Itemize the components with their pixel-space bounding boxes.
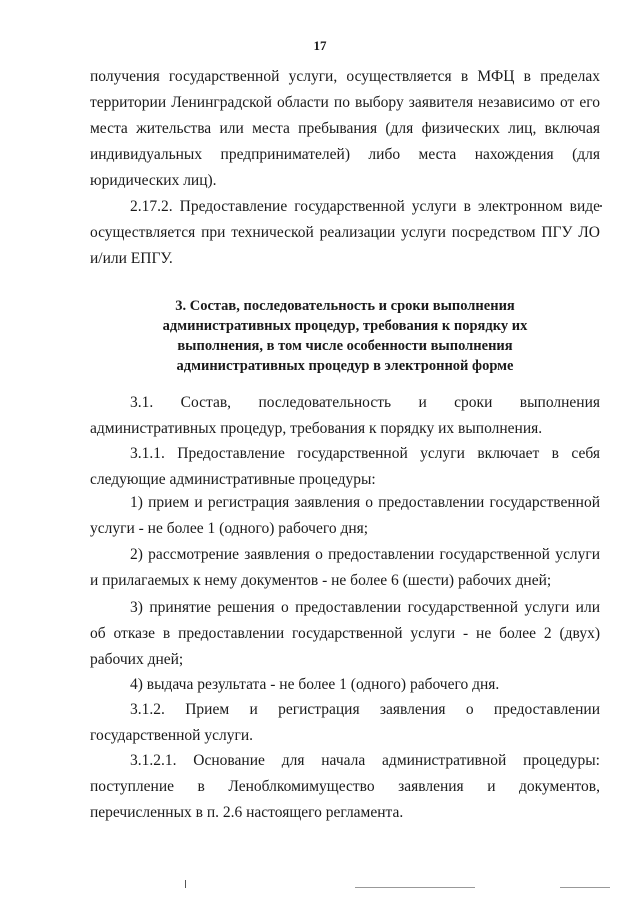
- heading-line: административных процедур, требования к порядку их: [162, 318, 528, 334]
- text-line: 1) прием и регистрация заявления о предоставлении государственной: [130, 494, 600, 511]
- paragraph-2-17-2: [90, 194, 600, 272]
- text-line: места жительства или места пребывания (для физических лиц, включая: [90, 120, 600, 137]
- list-item-2: [90, 542, 600, 594]
- text-line: перечисленных в п. 2.6 настоящего регламента.: [90, 804, 404, 821]
- paragraph-3-1-1: [90, 441, 600, 493]
- text-line: 3.1. Состав, последовательность и сроки выполнения: [130, 394, 600, 411]
- list-item-4: [90, 672, 600, 698]
- text-line: услуги - не более 1 (одного) рабочего дня;: [90, 520, 369, 537]
- text-line: территории Ленинградской области по выбору заявителя независимо от его: [90, 94, 600, 111]
- text-line: следующие административные процедуры:: [90, 471, 376, 488]
- scan-speck: [600, 205, 602, 207]
- text-line: 3.1.2.1. Основание для начала административной процедуры:: [130, 752, 600, 769]
- text-line: 3.1.2. Прием и регистрация заявления о предоставлении: [130, 701, 600, 718]
- text-line: и/или ЕПГУ.: [90, 250, 173, 267]
- scan-edge-mark: [560, 887, 610, 888]
- list-item-1: [90, 490, 600, 542]
- paragraph-3-1: [90, 390, 600, 442]
- scan-speck: [185, 880, 186, 888]
- text-line: получения государственной услуги, осуществляется в МФЦ в пределах: [90, 68, 600, 85]
- text-line: 3) принятие решения о предоставлении государственной услуги или: [130, 599, 600, 616]
- heading-line: административных процедур в электронной форме: [176, 358, 514, 374]
- scan-edge-mark: [355, 887, 475, 888]
- text-line: 2) рассмотрение заявления о предоставлении государственной услуги: [130, 546, 600, 563]
- text-line: административных процедур, требования к порядку их выполнения.: [90, 420, 543, 437]
- paragraph-3-1-2: [90, 697, 600, 749]
- text-line: 4) выдача результата - не более 1 (одного) рабочего дня.: [130, 676, 500, 693]
- text-line: рабочих дней;: [90, 651, 184, 668]
- text-line: юридических лиц).: [90, 172, 217, 189]
- text-line: об отказе в предоставлении государственной услуги - не более 2 (двух): [90, 625, 600, 642]
- heading-line: 3. Состав, последовательность и сроки выполнения: [175, 298, 515, 314]
- list-item-3: [90, 595, 600, 673]
- text-line: 2.17.2. Предоставление государственной услуги в электронном виде: [130, 198, 600, 215]
- text-line: индивидуальных предпринимателей) либо места нахождения (для: [90, 146, 600, 163]
- page-number: 17: [313, 38, 327, 53]
- heading-line: выполнения, в том числе особенности выполнения: [177, 338, 513, 354]
- section-heading: [90, 296, 600, 376]
- text-line: поступление в Леноблкомимущество заявления и документов,: [90, 778, 600, 795]
- text-line: осуществляется при технической реализации услуги посредством ПГУ ЛО: [90, 224, 600, 241]
- text-line: и прилагаемых к нему документов - не более 6 (шести) рабочих дней;: [90, 572, 552, 589]
- paragraph-3-1-2-1: [90, 748, 600, 826]
- paragraph-continuation: [90, 64, 600, 194]
- text-line: государственной услуги.: [90, 727, 253, 744]
- text-line: 3.1.1. Предоставление государственной услуги включает в себя: [130, 445, 600, 462]
